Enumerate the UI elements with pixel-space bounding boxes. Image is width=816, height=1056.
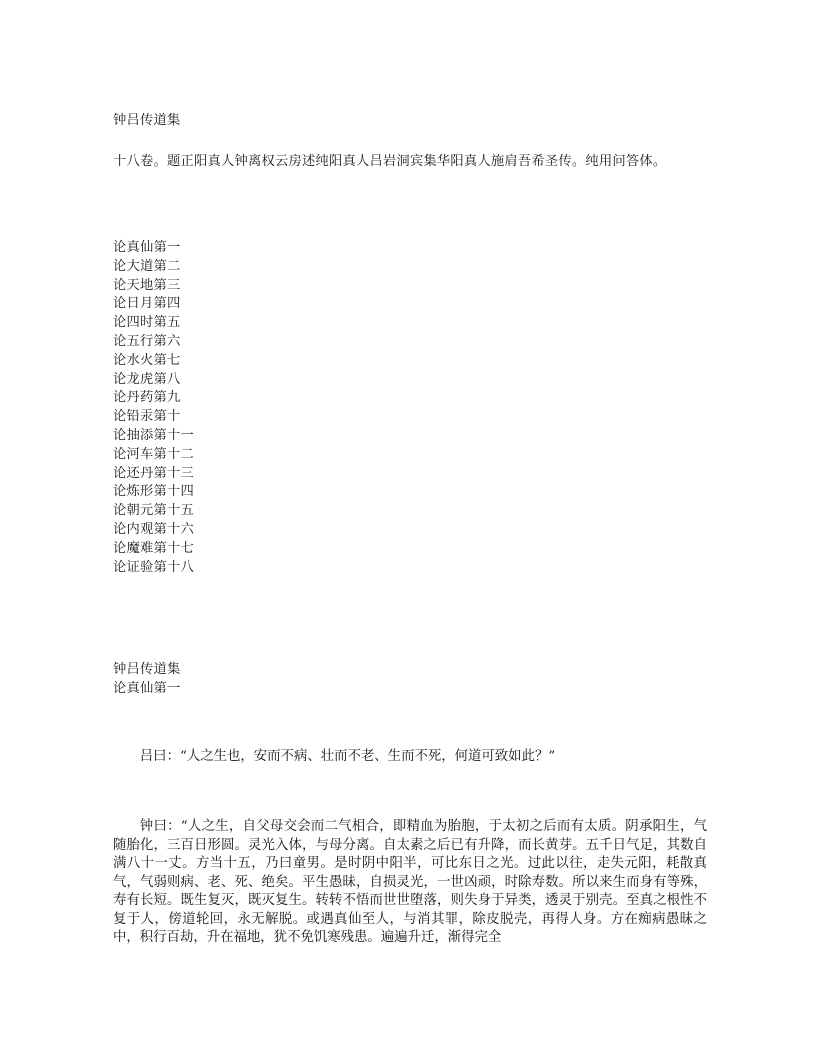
quote-paragraph: 吕曰：“人之生也，安而不病、壮而不老、生而不死，何道可致如此？”: [139, 749, 556, 764]
toc-item[interactable]: 论证验第十八: [113, 559, 194, 575]
toc-item[interactable]: 论河车第十二: [113, 446, 194, 462]
toc-item[interactable]: 论魔难第十七: [113, 540, 194, 556]
table-of-contents: [113, 239, 413, 577]
toc-item[interactable]: 论内观第十六: [113, 521, 194, 537]
toc-item[interactable]: 论日月第四: [113, 296, 181, 312]
toc-item[interactable]: 论炼形第十四: [113, 484, 194, 500]
main-paragraph: 钟曰：“人之生，自父母交会而二气相合，即精血为胎胞，于太初之后而有太质。阴承阳生，气随胎化，三百日形圆。灵光入体，与母分离。自太素之后已有升降，而长黄芽。五千日气足，其数自满八十一丈。方当十五，乃曰童男。是时阴中阳半，可比东日之光。过此以往，走失元阳，耗散真气，气弱则病、老、死、绝矣。平生愚昧，自损灵光，一世凶顽，时除寿数。所以来生而身有等殊，寿有长短。既生复灭，既灭复生。转转不悟而世世堕落，则失身于异类，透灵于别壳。至真之根性不复于人，傍道轮回，永无解脱。或遇真仙至人，与消其罪，除皮脱壳，再得人身。方在痴病愚昧之中，积行百劫，升在福地，犹不免饥寒残患。遍遍升迁，渐得完全: [113, 819, 707, 945]
page-title: 钟吕传道集: [113, 113, 181, 128]
toc-item[interactable]: 论五行第六: [113, 333, 181, 349]
toc-item[interactable]: 论真仙第一: [113, 240, 181, 255]
toc-item[interactable]: 论龙虎第八: [113, 371, 181, 387]
toc-item[interactable]: 论铅汞第十: [113, 409, 181, 425]
toc-item[interactable]: 论四时第五: [113, 315, 181, 331]
section-book-title: 钟吕传道集: [113, 662, 181, 677]
toc-item[interactable]: 论大道第二: [113, 258, 181, 274]
toc-item[interactable]: 论丹药第九: [113, 390, 181, 406]
toc-item[interactable]: 论还丹第十三: [113, 465, 194, 481]
toc-item[interactable]: 论朝元第十五: [113, 503, 194, 519]
section-chapter-title: 论真仙第一: [113, 680, 181, 696]
toc-item[interactable]: 论天地第三: [113, 277, 181, 293]
document-description: 十八卷。题正阳真人钟离权云房述纯阳真人吕岩洞宾集华阳真人施肩吾希圣传。纯用问答体。: [113, 154, 667, 169]
toc-item[interactable]: 论水火第七: [113, 352, 181, 368]
toc-item[interactable]: 论抽添第十一: [113, 427, 194, 443]
section-heading: [113, 661, 413, 699]
